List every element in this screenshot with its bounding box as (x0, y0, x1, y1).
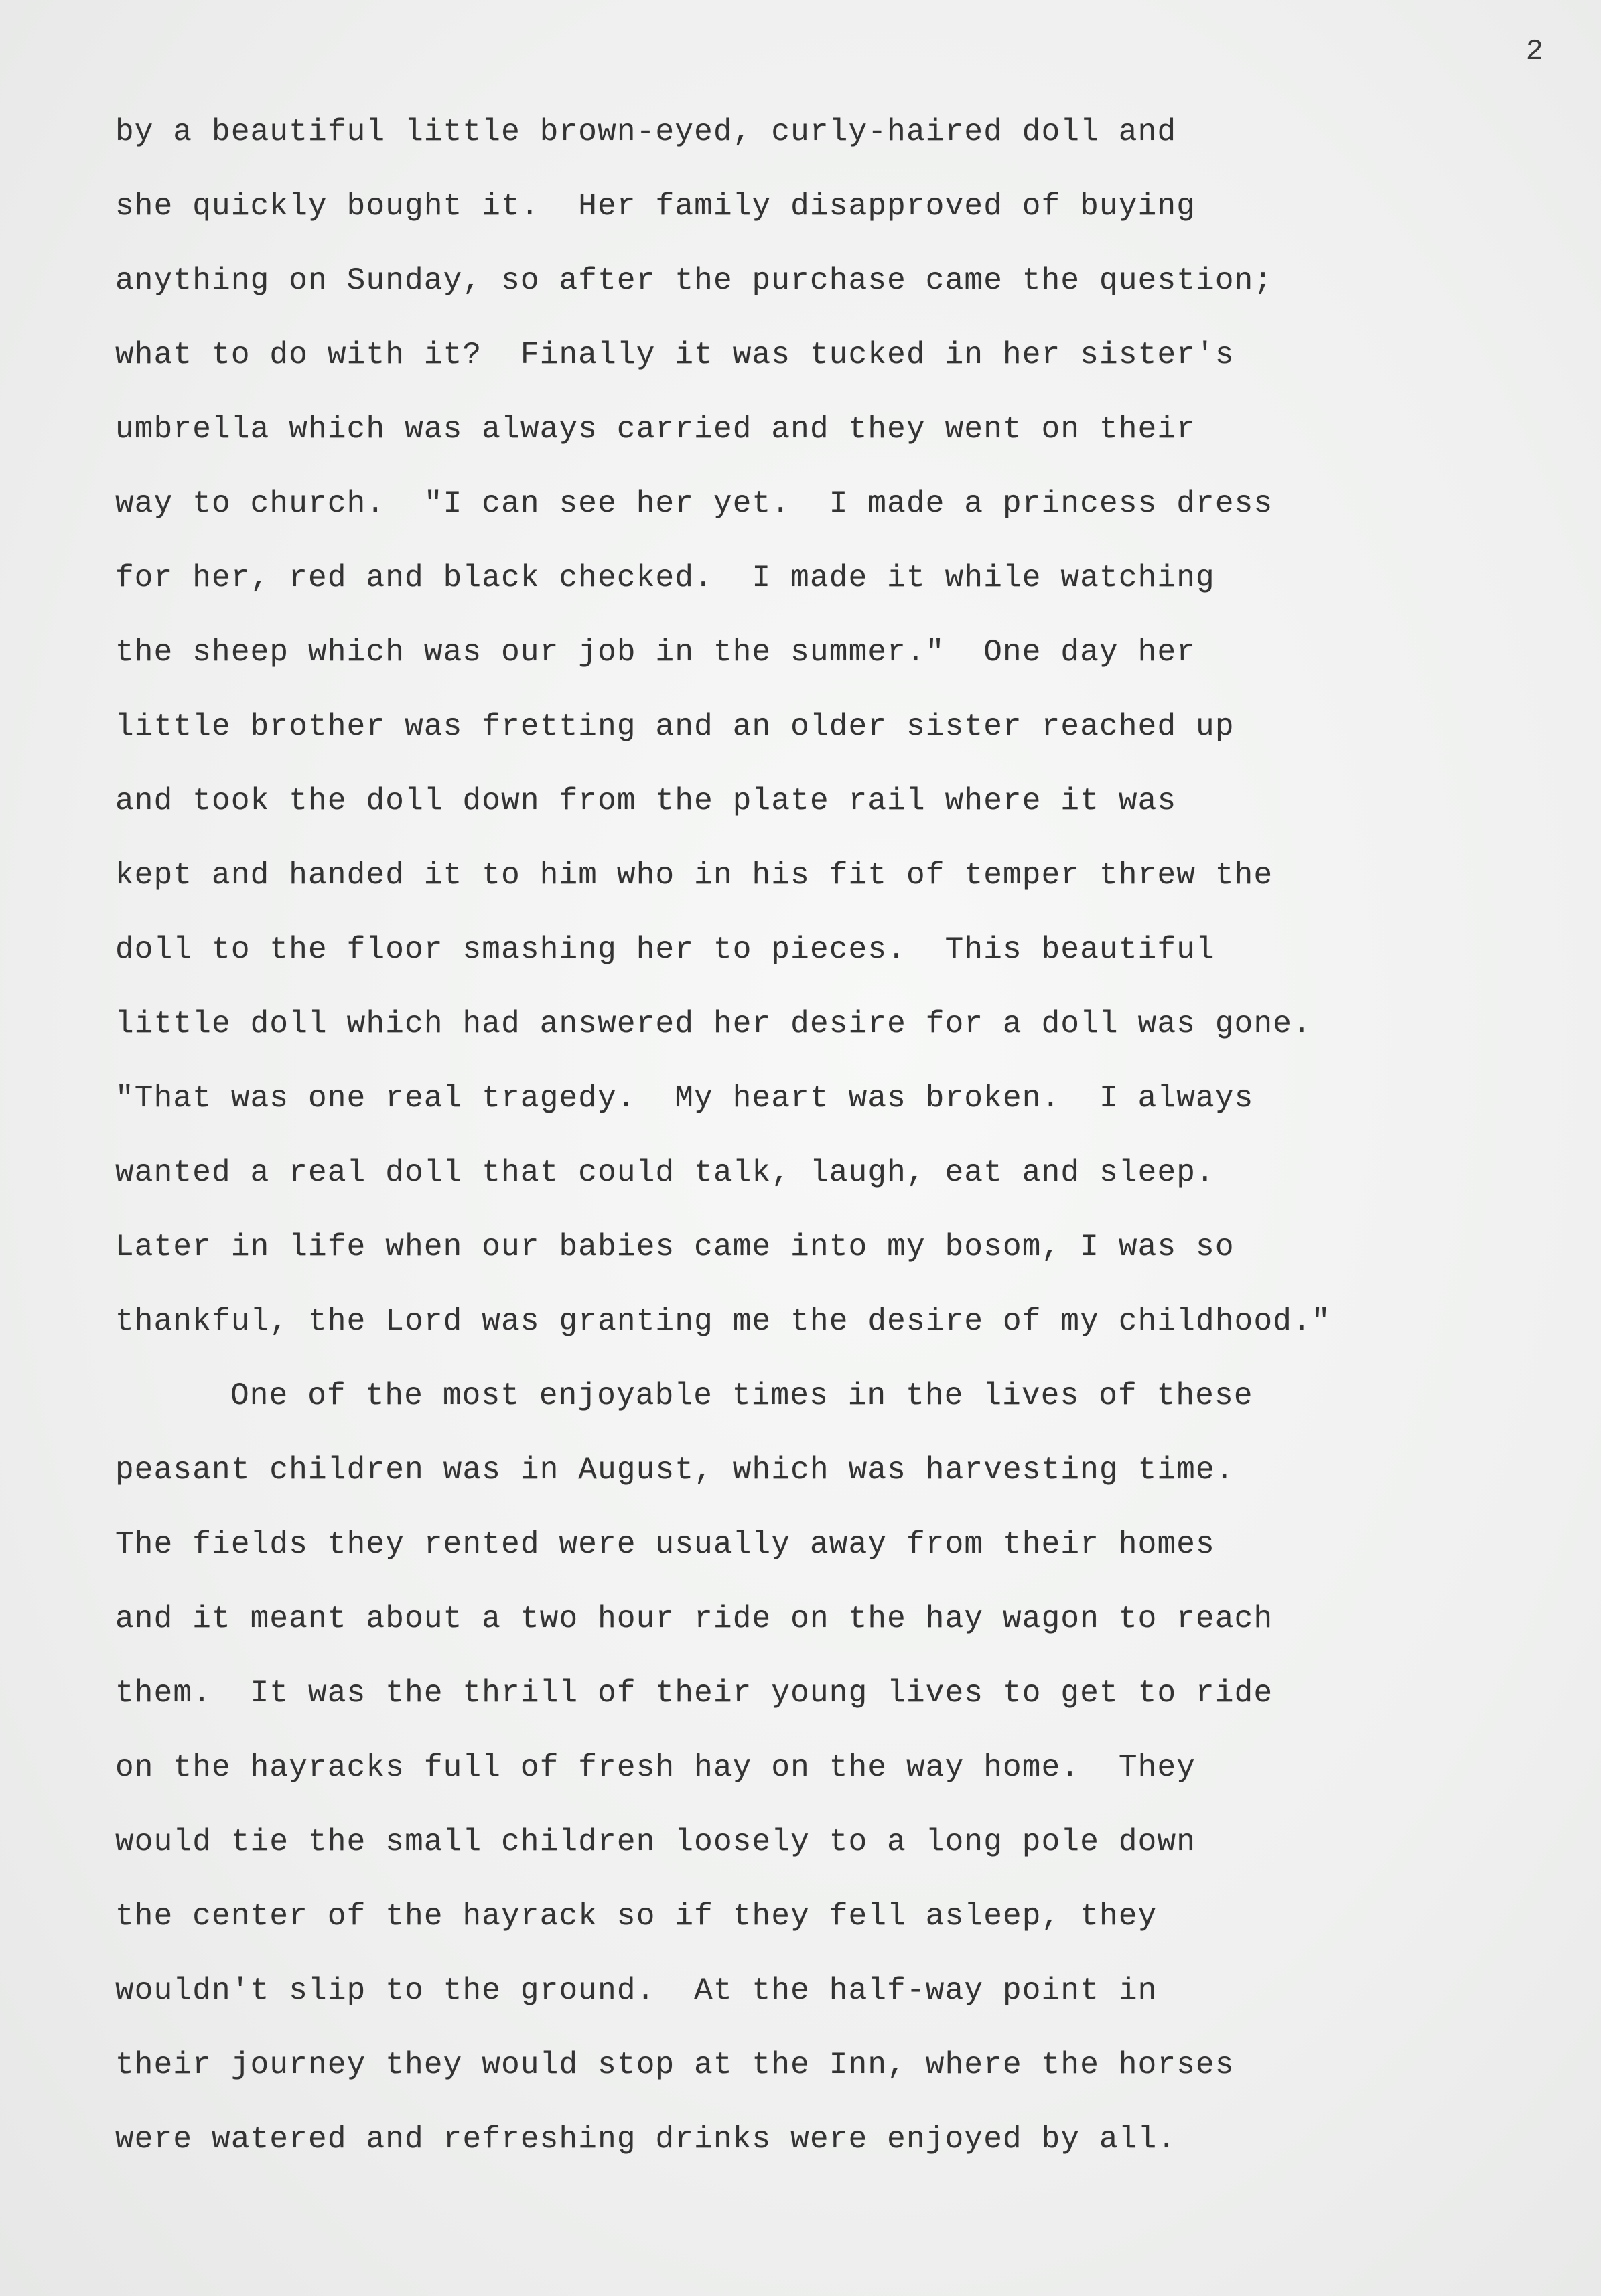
text-line: what to do with it? Finally it was tucked in her sister's (115, 338, 1235, 372)
page-number: 2 (1525, 35, 1543, 68)
text-line: thankful, the Lord was granting me the desire of my childhood." (115, 1304, 1331, 1339)
text-line: on the hayracks full of fresh hay on the way home. They (115, 1750, 1196, 1785)
text-line: The fields they rented were usually away from their homes (115, 1527, 1215, 1562)
text-line: their journey they would stop at the Inn, where the horses (115, 2048, 1235, 2082)
text-line: would tie the small children loosely to a long pole down (115, 1824, 1196, 1859)
text-line: umbrella which was always carried and they went on their (115, 412, 1196, 447)
text-line: little brother was fretting and an older sister reached up (115, 709, 1235, 744)
text-line: the center of the hayrack so if they fell asleep, they (115, 1899, 1158, 1934)
text-line: little doll which had answered her desire for a doll was gone. (115, 1007, 1312, 1042)
text-line: were watered and refreshing drinks were enjoyed by all. (115, 2122, 1177, 2157)
text-line: by a beautiful little brown-eyed, curly-haired doll and (115, 115, 1177, 149)
text-line: way to church. "I can see her yet. I made a princess dress (115, 486, 1273, 521)
text-line: them. It was the thrill of their young lives to get to ride (115, 1676, 1273, 1711)
text-line: the sheep which was our job in the summer." One day her (115, 635, 1196, 670)
text-line: doll to the floor smashing her to pieces. This beautiful (115, 932, 1215, 967)
body-text (115, 95, 1549, 2177)
text-line: for her, red and black checked. I made it while watching (115, 561, 1215, 595)
text-line: kept and handed it to him who in his fit of temper threw the (115, 858, 1273, 893)
text-line: wouldn't slip to the ground. At the half-way point in (115, 1973, 1158, 2008)
text-line: she quickly bought it. Her family disapproved of buying (115, 189, 1196, 224)
text-line: peasant children was in August, which was harvesting time. (115, 1453, 1235, 1488)
text-line: "That was one real tragedy. My heart was broken. I always (115, 1081, 1254, 1116)
text-line: and it meant about a two hour ride on the hay wagon to reach (115, 1601, 1273, 1636)
text-line: Later in life when our babies came into my bosom, I was so (115, 1230, 1235, 1265)
text-line: anything on Sunday, so after the purchase came the question; (115, 263, 1273, 298)
text-line: and took the doll down from the plate rail where it was (115, 784, 1177, 818)
text-line: wanted a real doll that could talk, laugh, eat and sleep. (115, 1155, 1215, 1190)
text-line: One of the most enjoyable times in the lives of these (230, 1378, 1253, 1413)
